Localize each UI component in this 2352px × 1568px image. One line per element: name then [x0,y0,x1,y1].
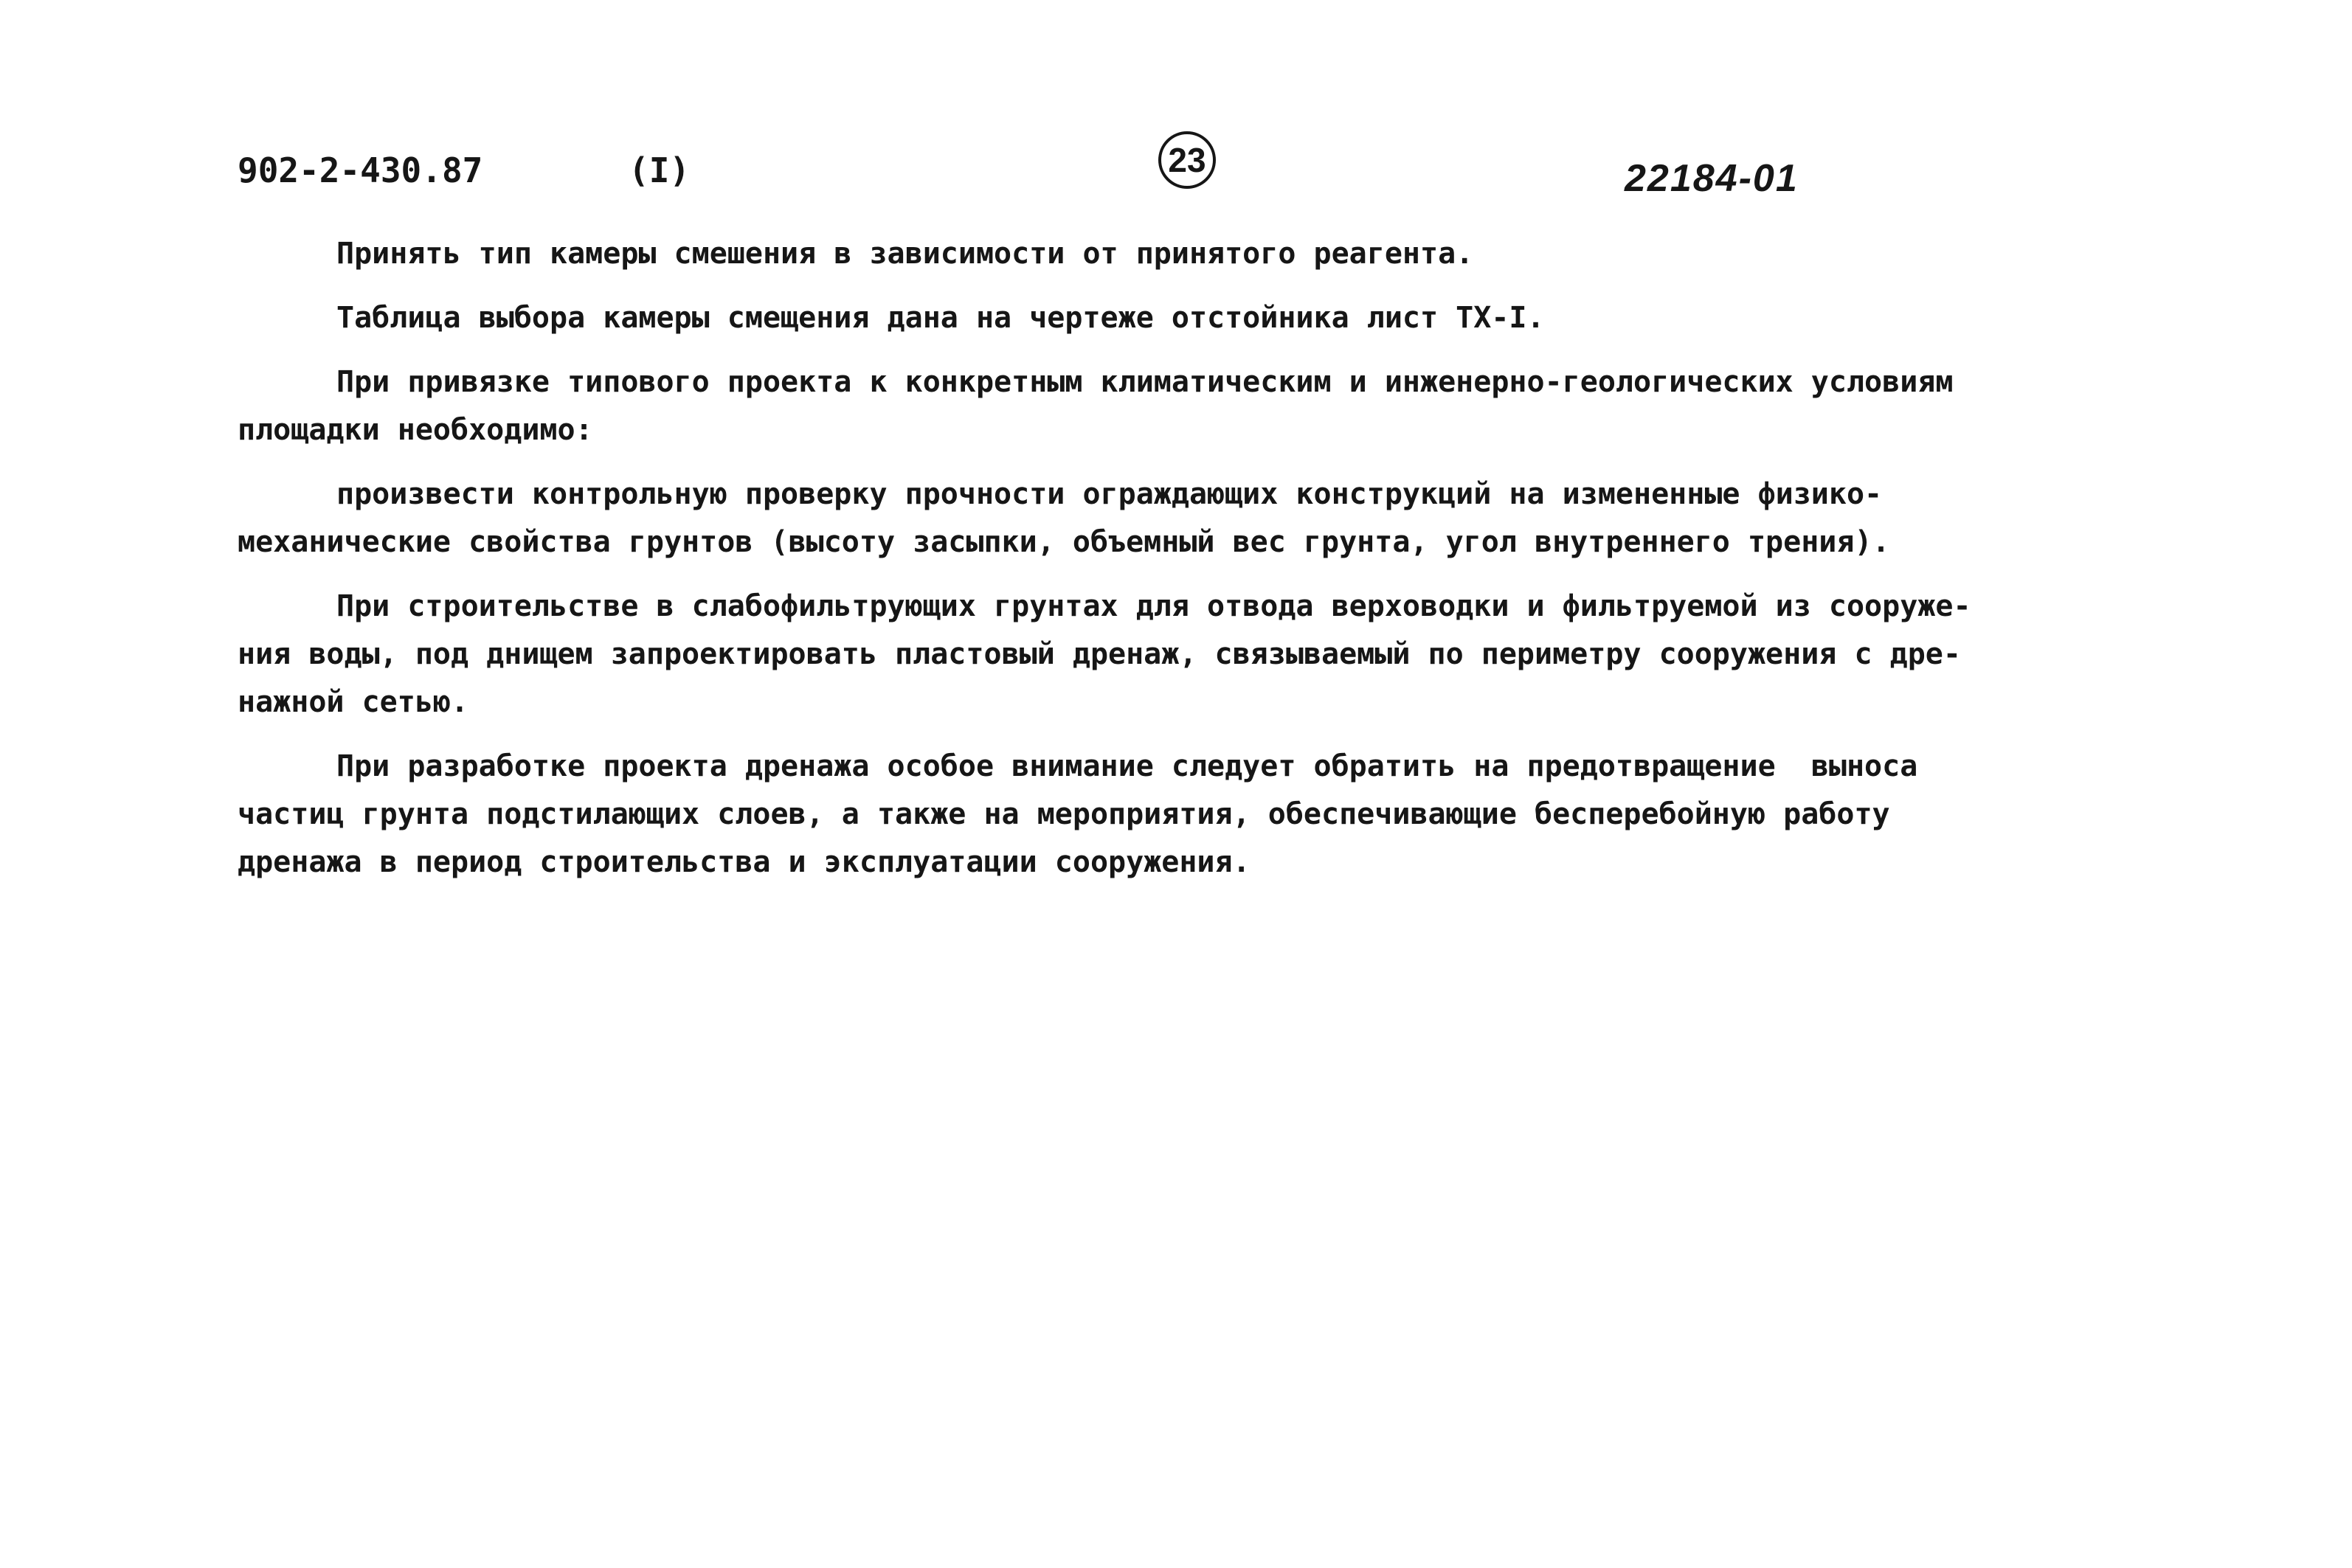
paragraph-line: При привязке типового проекта к конкретным климатическим и инженерно-геологических условиям [336,365,1954,399]
paragraph-line: Принять тип камеры смешения в зависимости от принятого реагента. [336,237,1474,271]
paragraph-1 [238,230,2141,278]
paragraph-line: площадки необходимо: [238,413,593,447]
page-number: 23 [1168,141,1206,179]
paragraph-line: нажной сетью. [238,685,469,719]
body-text [238,230,2141,903]
part-number: (I) [629,150,691,190]
paragraph-line: При разработке проекта дренажа особое внимание следует обратить на предотвращение выноса [336,749,1918,783]
paragraph-6 [238,743,2141,887]
page-number-circle [1158,131,1216,189]
paragraph-line: Таблица выбора камеры смещения дана на чертеже отстойника лист ТХ-I. [336,301,1545,335]
document-number: 902-2-430.87 [238,150,483,190]
paragraph-4 [238,471,2141,566]
paragraph-line: При строительстве в слабофильтрующих грунтах для отвода верховодки и фильтруемой из сооруже- [336,589,1971,623]
paragraph-3 [238,358,2141,454]
paragraph-5 [238,583,2141,726]
paragraph-line: ния воды, под днищем запроектировать пластовый дренаж, связываемый по периметру сооружения с дре- [238,637,1961,671]
paragraph-2 [238,294,2141,342]
sheet-code: 22184-01 [1625,157,1799,200]
paragraph-line: произвести контрольную проверку прочности ограждающих конструкций на измененные физико- [336,477,1883,511]
paragraph-line: механические свойства грунтов (высоту засыпки, объемный вес грунта, угол внутреннего трения). [238,525,1890,559]
paragraph-line: частиц грунта подстилающих слоев, а также на мероприятия, обеспечивающие бесперебойную работу [238,797,1890,831]
paragraph-line: дренажа в период строительства и эксплуатации сооружения. [238,845,1251,879]
